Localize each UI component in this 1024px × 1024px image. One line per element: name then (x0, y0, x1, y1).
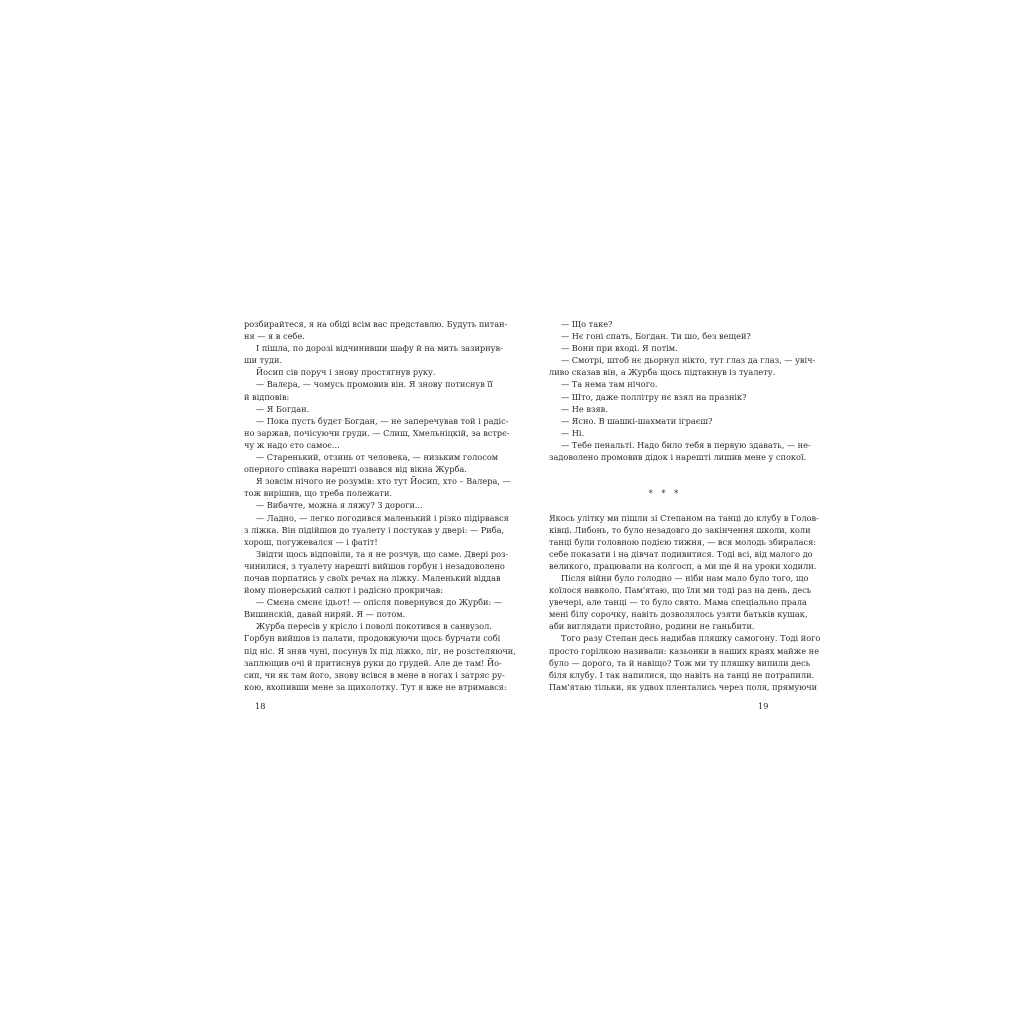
text-line: сип, чи як там його, знову всівся в мене в ногах і затряс ру- (244, 669, 505, 680)
text-line: Журба пересів у крісло і поволі покотився в санвузол. (256, 621, 492, 632)
text-line: аби виглядати пристойно, родини не ганьбити. (549, 621, 755, 632)
right-page-number: 19 (758, 701, 769, 711)
text-line: — Смотрі, штоб нє дьорнул нікто, тут глаз да глаз, — увіч- (561, 355, 816, 366)
text-line: Звідти щось відповіли, та я не розчув, що саме. Двері роз- (256, 548, 509, 559)
text-line: — Што, даже поллітру нє взял на празнік? (561, 391, 747, 402)
text-line: Того разу Степан десь надибав пляшку самогону. Тоді його (561, 633, 821, 644)
text-line: — Тебе пенальті. Надо било тебя в первую здавать, — не- (561, 439, 811, 450)
text-line: — Вибачте, можна я ляжу? З дороги... (256, 500, 423, 511)
text-line: ня — я в себе. (244, 331, 305, 342)
text-line: — Вони при вході. Я потім. (561, 343, 678, 354)
text-line: хорош, погужевался — і фатіт! (244, 536, 378, 547)
text-line: йому піонерський салют і радісно прокричав: (244, 585, 444, 596)
text-line: — Пока пусть будєт Богдан, — не заперечував той і радіс- (256, 415, 509, 426)
text-line: но заржав, почісуючи груди. — Слиш, Хмельніцкій, за встрє- (244, 427, 510, 438)
text-line: просто горілкою називали: казьонки в наших краях майже не (549, 645, 820, 656)
text-line: — Ладно, — легко погодився маленький і різко підірвався (256, 512, 509, 523)
text-line: — Ясно. В шашкі-шахмати іграєш? (561, 415, 713, 426)
text-line (549, 499, 781, 511)
text-line: — Старенький, отзинь от человека, — низьким голосом (256, 452, 499, 463)
text-line: Горбун вийшов із палати, продовжуючи щось бурчати собі (244, 633, 501, 644)
text-line: й відповів: (244, 391, 290, 402)
text-line: — Я Богдан. (256, 403, 310, 414)
text-line: Пам'ятаю тільки, як удвох плентались через поля, прямуючи (549, 681, 818, 692)
text-line: чинилися, з туалету нарешті вийшов горбун і незадоволено (244, 560, 505, 571)
section-break: * * * (648, 488, 682, 499)
text-line: оперного співака нарешті озвався від вікна Журба. (244, 464, 467, 475)
text-line: почав порпатись у своїх речах на ліжку. Маленький віддав (244, 572, 501, 583)
text-line: коїлося навколо. Пам'ятаю, що їли ми тоді раз на день, десь (549, 585, 812, 596)
text-line: з ліжка. Він підійшов до туалету і постукав у двері: — Риба, (244, 524, 505, 535)
text-line: Після війни було голодно — ніби нам мало було того, що (561, 572, 809, 583)
text-line: — Що таке? (561, 319, 613, 329)
right-page (549, 318, 821, 693)
text-line: задоволено промовив дідок і нарешті лишив мене у спокої. (549, 452, 807, 463)
text-line: чу ж надо єто самоє... (244, 439, 340, 450)
text-line: біля клубу. І так напилися, що навіть на танці не потрапили. (549, 669, 815, 680)
text-line: — Та нема там нічого. (561, 379, 658, 390)
text-line: — Смєна смєнє ідьот! — опісля повернувся до Журби: — (256, 597, 503, 608)
text-line: розбирайтеся, я на обіді всім вас представлю. Будуть питан- (244, 319, 508, 329)
text-line: Якось улітку ми пішли зі Степаном на танці до клубу в Голов- (549, 512, 819, 523)
text-line: великого, працювали на колгосп, а ми ще й на уроки ходили. (549, 560, 817, 571)
text-line (549, 475, 781, 487)
text-line: Йосип сів поруч і знову простягнув руку. (256, 367, 436, 378)
text-line: — Не взяв. (561, 403, 608, 414)
text-line: — Валєра, — чомусь промовив він. Я знову потиснув її (256, 379, 493, 390)
text-line: заплющив очі й притиснув руки до грудей. Але де там! Йо- (244, 657, 502, 668)
text-line: тож вирішив, що треба полежати. (244, 488, 393, 499)
text-line: Я зовсім нічого не розумів: хто тут Йосип, хто – Валера, — (256, 476, 511, 487)
left-page (244, 318, 516, 693)
text-line: ши туди. (244, 355, 283, 366)
text-line: І пішла, по дорозі відчинивши шафу й на мить зазирнув- (256, 343, 503, 354)
text-line: було — дорого, та й навіщо? Тож ми ту пляшку випили десь (549, 657, 811, 668)
text-line: себе показати і на дівчат подивитися. Тоді всі, від малого до (549, 548, 813, 559)
text-line: ківці. Либонь, то було незадовго до закінчення школи, коли (549, 524, 811, 535)
left-page-number: 18 (255, 701, 266, 711)
text-line: Вишинскій, давай ниряй. Я — потом. (244, 609, 406, 620)
text-line: під ніс. Я зняв чуні, посунув їх під ліжко, ліг, не розстеляючи, (244, 645, 516, 656)
text-line: танці були головною подією тижня, — вся молодь збиралася: (549, 536, 816, 547)
text-line: кою, вхопивши мене за щиколотку. Тут я вже не втримався: (244, 681, 507, 692)
text-line (549, 463, 781, 475)
text-line: мені білу сорочку, навіть дозволялось узяти батьків кушак, (549, 609, 808, 620)
text-line: ливо сказав він, а Журба щось підтакнув із туалету. (549, 367, 776, 378)
text-line: — Нє гоні спать, Богдан. Ти шо, без вещей? (561, 331, 751, 342)
text-line: — Ні. (561, 427, 585, 438)
text-line: увечері, але танці — то було свято. Мама спеціально прала (549, 597, 807, 608)
